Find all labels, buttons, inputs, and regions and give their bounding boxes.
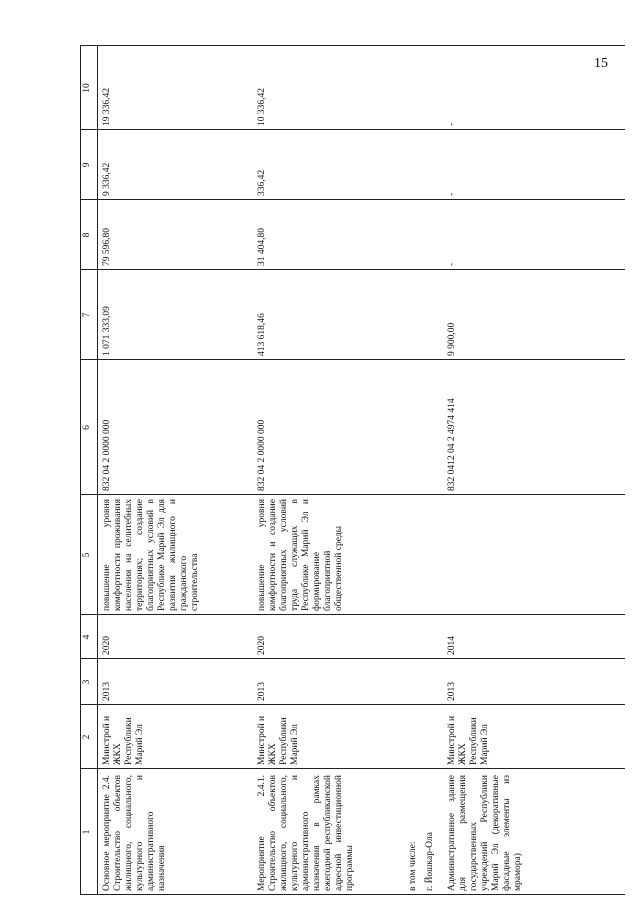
header-col-7: 7 <box>82 312 92 318</box>
in-that-number-label: в том числе: <box>408 841 418 891</box>
city-label: г. Йошкар-Ола <box>425 832 435 891</box>
header-bottom-border <box>97 45 98 895</box>
row2-value-9: 336,42 <box>257 169 267 196</box>
col-border <box>80 269 625 270</box>
col-border <box>80 199 625 200</box>
row3-value-7: 9 900,00 <box>447 322 457 356</box>
header-col-1: 1 <box>82 829 92 835</box>
row2-expected-result: повышение уровня комфортности и создание благоприятных условий труда служащих в Республике Марий Эл и формирование благоприятной общественной среды <box>257 499 344 611</box>
row1-budget-code: 832 04 2 0000 000 <box>102 419 112 491</box>
col-border <box>80 359 625 360</box>
row3-event-name: Административное здание для размещения государственных учреждений Республики Марий Эл (декоративные фасадные элементы из мрамора) <box>447 775 523 891</box>
row2-value-7: 413 618,46 <box>257 313 267 356</box>
col-border <box>80 704 625 705</box>
header-col-4: 4 <box>82 634 92 640</box>
row2-value-8: 31 404,80 <box>257 228 267 266</box>
header-col-5: 5 <box>82 552 92 558</box>
rotated-table <box>80 45 625 895</box>
row2-event-name: Мероприятие 2.4.1. Строительство объектов жилищного, социального, культурного и административного назначения в рамках ежегодной республиканской адресной инвестиционной программы <box>257 775 355 891</box>
row3-start-year: 2013 <box>447 682 457 701</box>
header-col-3: 3 <box>82 679 92 685</box>
row2-executor: Минстрой и ЖКХ Республики Марий Эл <box>257 715 300 765</box>
row3-value-9: - <box>447 192 457 196</box>
page-number: 15 <box>594 56 608 71</box>
col-border <box>80 45 625 46</box>
row3-executor: Минстрой и ЖКХ Республики Марий Эл <box>447 715 490 765</box>
row1-start-year: 2013 <box>102 682 112 701</box>
col-border <box>80 894 625 895</box>
row1-value-8: 79 596,80 <box>102 228 112 266</box>
header-col-6: 6 <box>82 425 92 430</box>
row1-value-9: 9 336,42 <box>102 162 112 196</box>
row1-executor: Минстрой и ЖКХ Республики Марий Эл <box>102 715 145 765</box>
col-border <box>80 129 625 130</box>
header-top-border <box>80 45 81 895</box>
header-col-10: 10 <box>82 83 92 93</box>
col-border <box>80 614 625 615</box>
row3-value-10: - <box>447 122 457 126</box>
row1-value-10: 19 336,42 <box>102 88 112 126</box>
row2-start-year: 2013 <box>257 682 267 701</box>
row1-end-year: 2020 <box>102 636 112 655</box>
row3-budget-code: 832 0412 04 2 4974 414 <box>447 398 457 491</box>
row3-value-8: - <box>447 262 457 266</box>
header-col-2: 2 <box>82 734 92 740</box>
row3-end-year: 2014 <box>447 636 457 655</box>
row1-expected-result: повышение уровня комфортности проживания населения на селитебных территориях; создание благоприятных условий в Республике Марий Эл для развития жилищного и гражданского строительства <box>102 499 200 611</box>
col-border <box>80 494 625 495</box>
col-border <box>80 768 625 769</box>
col-border <box>80 658 625 659</box>
row1-value-7: 1 071 333,09 <box>102 306 112 356</box>
row2-value-10: 10 336,42 <box>257 88 267 126</box>
header-col-9: 9 <box>82 162 92 168</box>
row1-event-name: Основное мероприятие 2.4. Строительство объектов жилищного, социального, культурного и административного назначения <box>102 775 167 891</box>
row2-budget-code: 832 04 2 0000 000 <box>257 419 267 491</box>
row2-end-year: 2020 <box>257 636 267 655</box>
header-col-8: 8 <box>82 232 92 238</box>
